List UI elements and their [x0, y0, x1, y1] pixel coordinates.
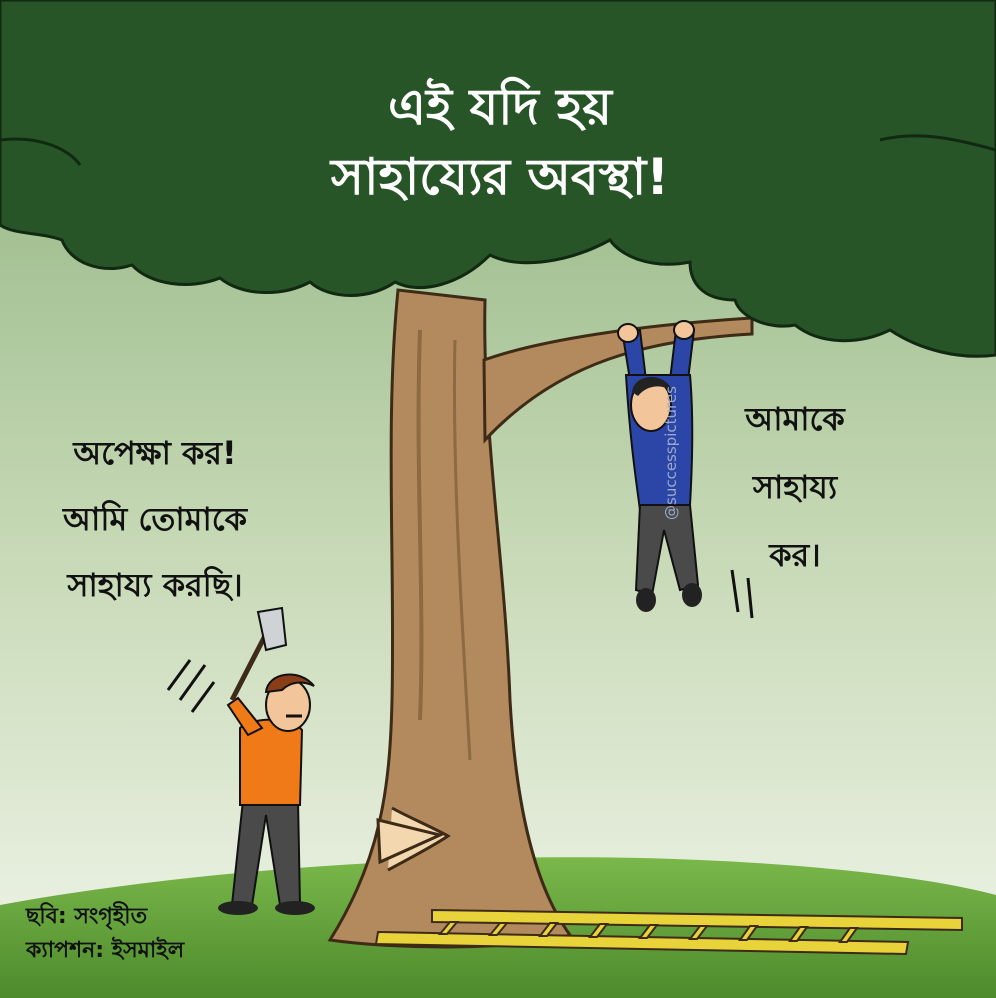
axe-man-speech [30, 420, 280, 618]
cartoon-title [180, 72, 820, 212]
speech-line-2: সাহায্য [752, 468, 838, 506]
speech-line-3: কর। [769, 536, 821, 574]
speech-line-3: সাহায্য করছি। [67, 566, 243, 604]
speech-line-1: আমাকে [745, 400, 845, 438]
title-line-1: এই যদি হয় [388, 78, 612, 136]
hanging-man-speech [720, 385, 870, 589]
title-line-2: সাহায্যের অবস্থা! [330, 148, 670, 206]
speech-line-1: অপেক্ষা কর! [73, 434, 237, 472]
image-credit: ছবি: সংগৃহীত [26, 904, 148, 929]
credits [26, 900, 286, 968]
speech-line-2: আমি তোমাকে [63, 500, 247, 538]
caption-credit: ক্যাপশন: ইসমাইল [26, 938, 185, 963]
watermark: @successpictures [662, 386, 680, 520]
